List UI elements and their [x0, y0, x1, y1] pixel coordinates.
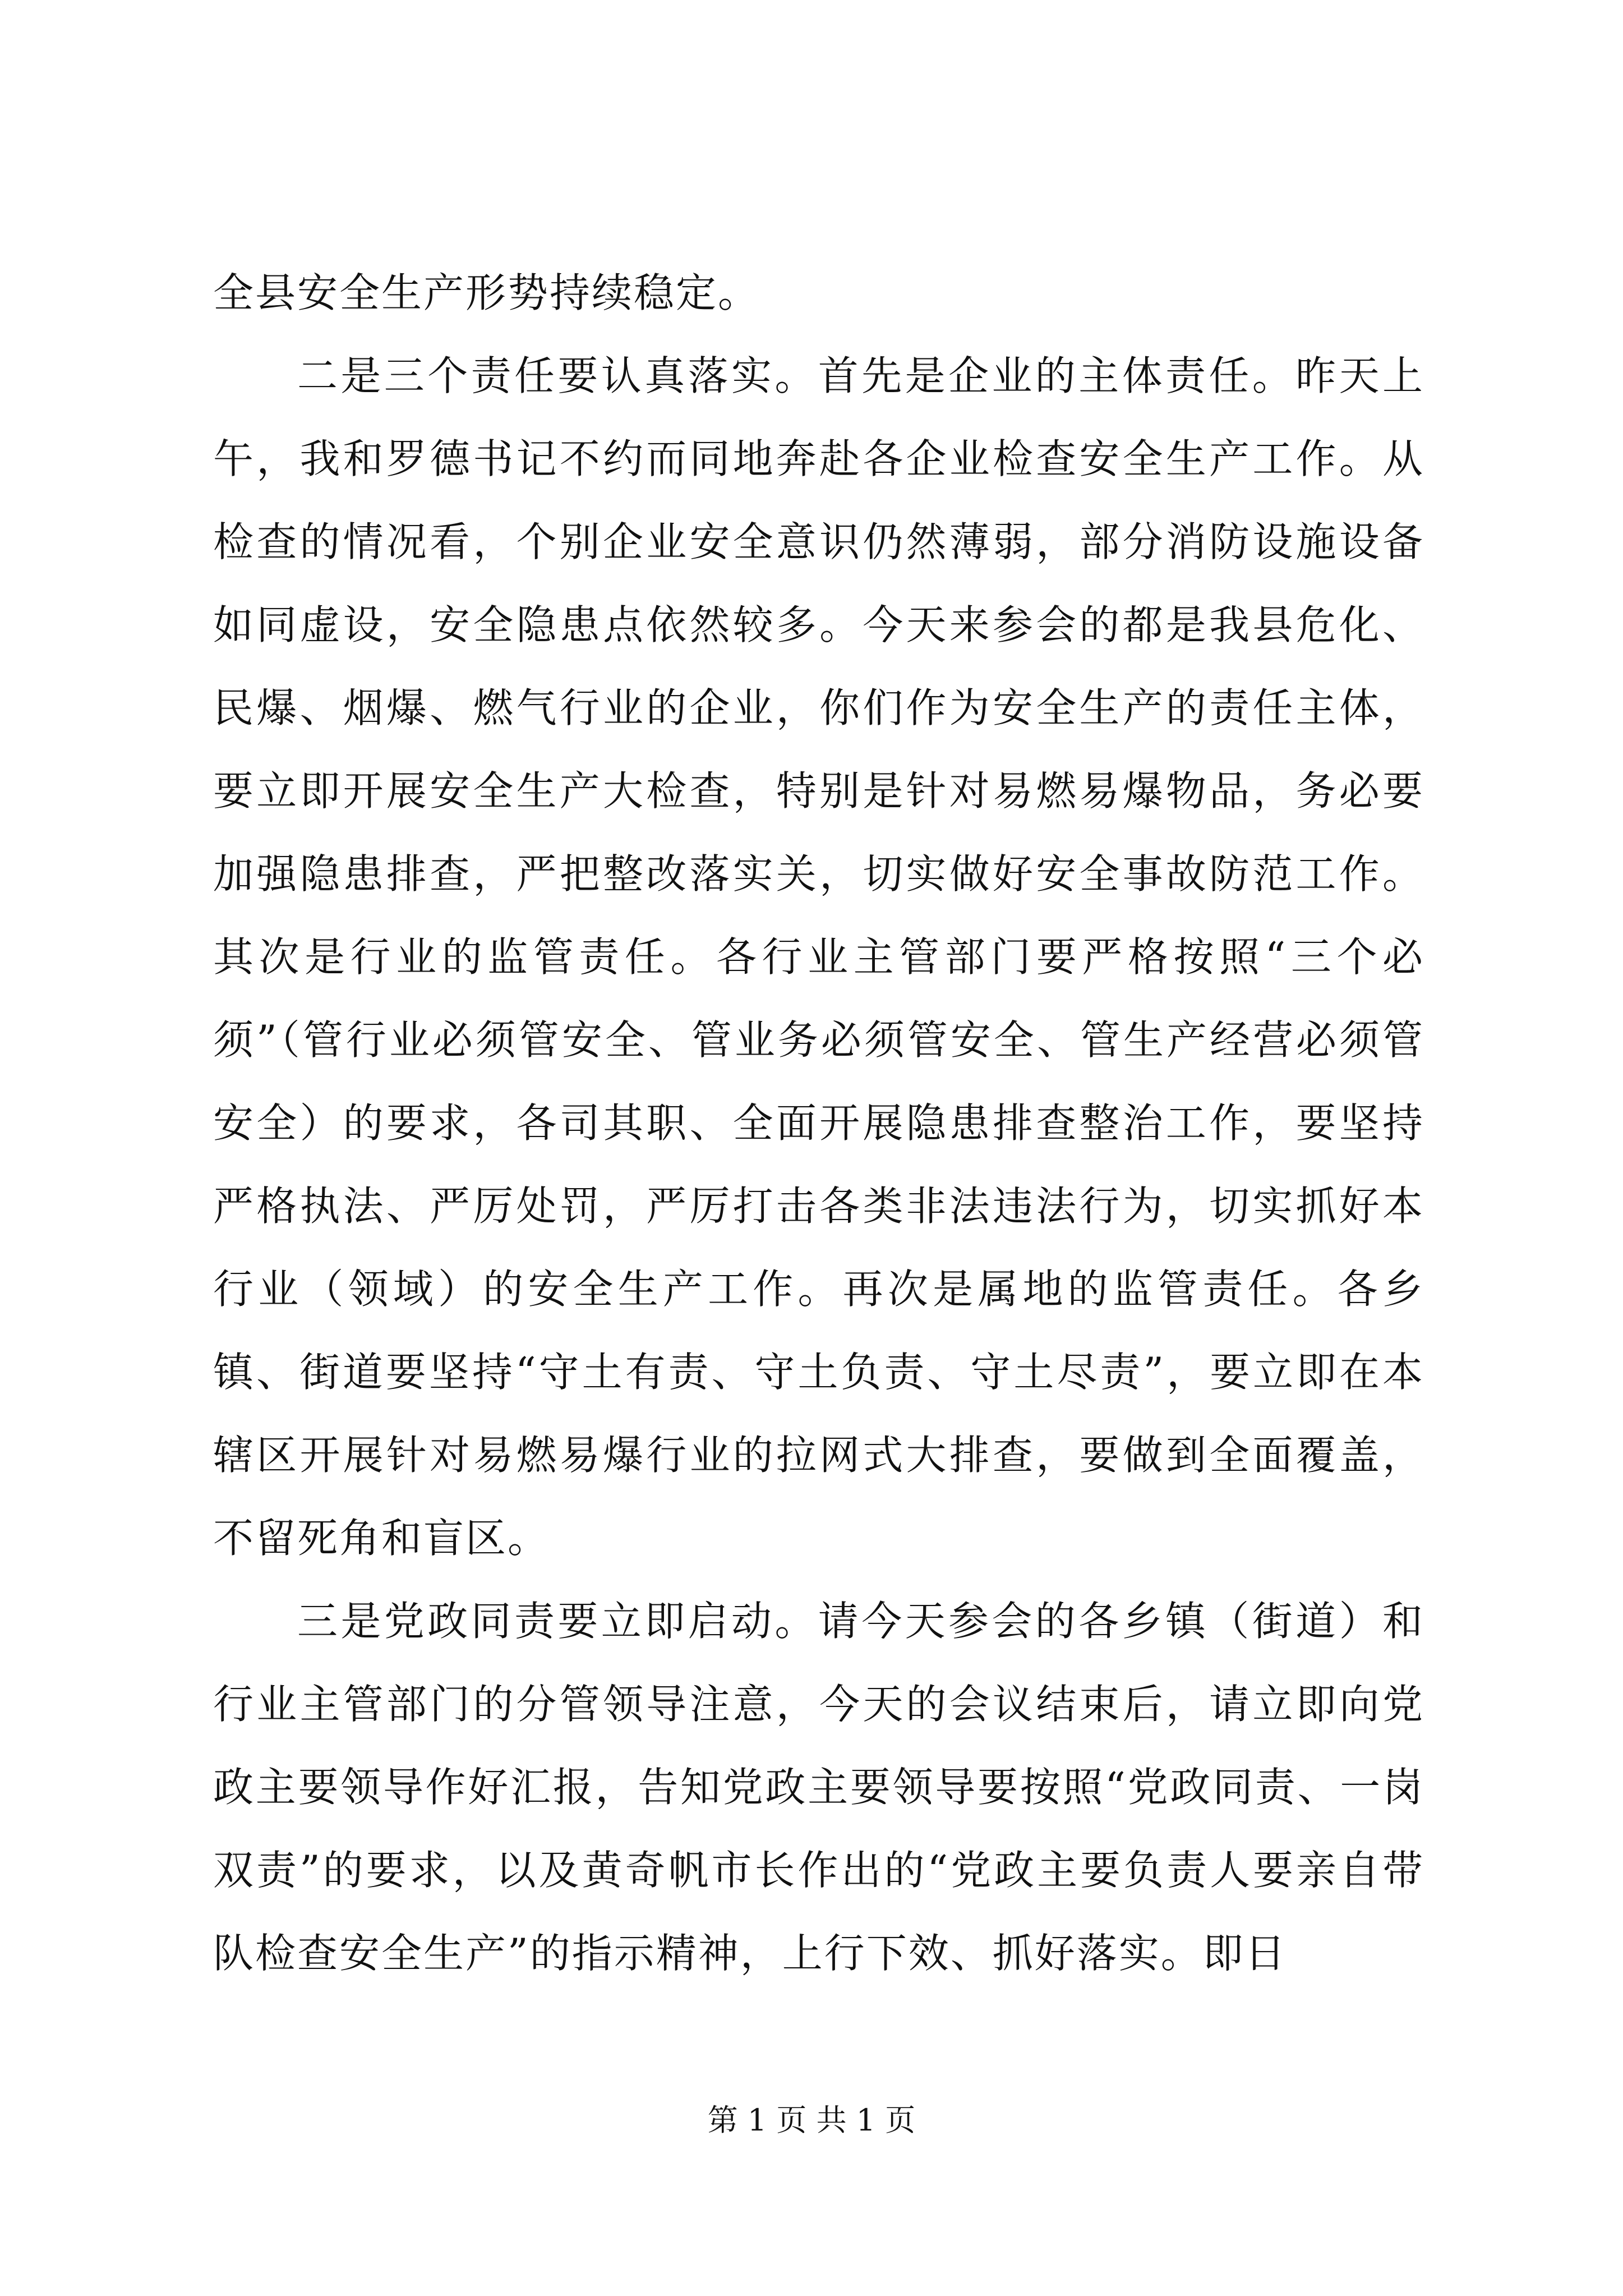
- page-footer: 第 1 页 共 1 页: [707, 2102, 916, 2138]
- paragraph-second-responsibilities: 二是三个责任要认真落实。首先是企业的主体责任。昨天上午，我和罗德书记不约而同地奔赴各企业检查安全生产工作。从检查的情况看，个别企业安全意识仍然薄弱，部分消防设施设备如同虚设，安全隐患点依然较多。今天来参会的都是我县危化、民爆、烟爆、燃气行业的企业，你们作为安全生产的责任主体，要立即开展安全生产大检查，特别是针对易燃易爆物品，务必要加强隐患排查，严把整改落实关，切实做好安全事故防范工作。其次是行业的监管责任。各行业主管部门要严格按照“三个必须”（管行业必须管安全、管业务必须管安全、管生产经营必须管安全）的要求，各司其职、全面开展隐患排查整治工作，要坚持严格执法、严厉处罚，严厉打击各类非法违法行为，切实抓好本行业（领域）的安全生产工作。再次是属地的监管责任。各乡镇、街道要坚持“守土有责、守土负责、守土尽责”，要立即在本辖区开展针对易燃易爆行业的拉网式大排查，要做到全面覆盖，不留死角和盲区。: [213, 352, 1424, 1562]
- paragraph-continuation: 全县安全生产形势持续稳定。: [213, 269, 760, 316]
- paragraph-third-party-government: 三是党政同责要立即启动。请今天参会的各乡镇（街道）和行业主管部门的分管领导注意，今天的会议结束后，请立即向党政主要领导作好汇报，告知党政主要领导要按照“党政同责、一岗双责”的要求，以及黄奇帆市长作出的“党政主要负责人要亲自带队检查安全生产”的指示精神，上行下效、抓好落实。即日: [213, 1598, 1424, 1977]
- document-body: [213, 251, 1424, 1995]
